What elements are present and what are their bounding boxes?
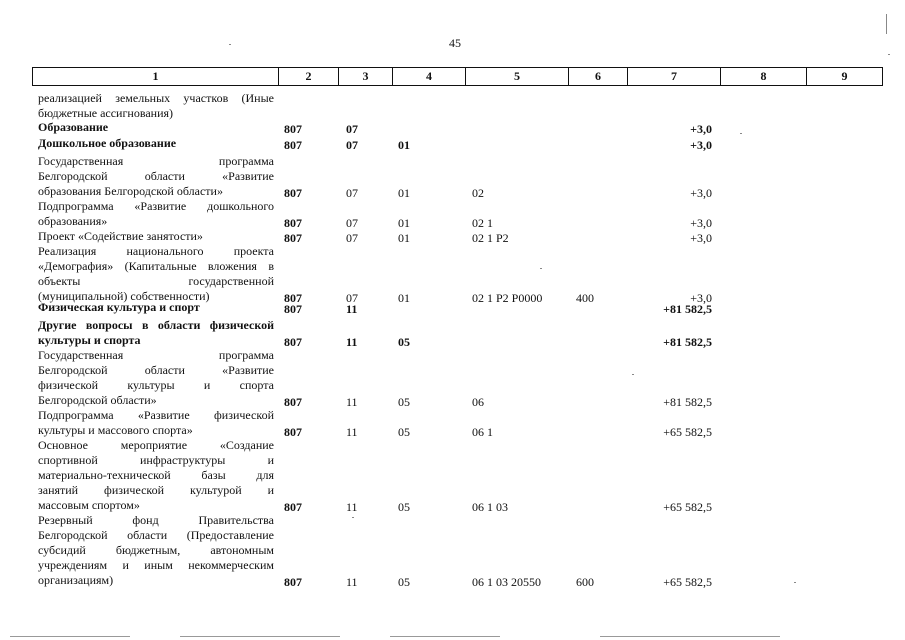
description-line: объекты государственной — [38, 274, 274, 288]
cell-c4: 05 — [398, 425, 410, 439]
column-header: 1 — [33, 68, 279, 85]
row-description — [38, 408, 274, 438]
scan-edge-line — [180, 636, 340, 637]
cell-c3: 11 — [346, 335, 358, 349]
cell-c3: 07 — [346, 138, 358, 152]
cell-c5: 06 1 — [472, 425, 493, 439]
cell-c7: +65 582,5 — [663, 425, 712, 439]
cell-c3: 07 — [346, 216, 358, 230]
cell-c2: 807 — [284, 302, 302, 316]
description-line: культуры и массового спорта» — [38, 423, 193, 437]
cell-c7: +3,0 — [690, 122, 712, 136]
cell-c2: 807 — [284, 216, 302, 230]
cell-c4: 05 — [398, 575, 410, 589]
row-description — [38, 120, 274, 135]
cell-c7: +65 582,5 — [663, 575, 712, 589]
description-line: физической культуры и спорта — [38, 378, 274, 392]
cell-c2: 807 — [284, 575, 302, 589]
description-line: Физическая культура и спорт — [38, 300, 200, 314]
row-description — [38, 154, 274, 199]
description-line: Резервный фонд Правительства — [38, 513, 274, 527]
cell-c3: 11 — [346, 395, 358, 409]
cell-c2: 807 — [284, 335, 302, 349]
cell-c3: 07 — [346, 186, 358, 200]
description-line: реализацией земельных участков (Иные — [38, 91, 274, 105]
cell-c3: 07 — [346, 122, 358, 136]
row-description — [38, 91, 274, 121]
description-line: бюджетные ассигнования) — [38, 106, 174, 120]
cell-c2: 807 — [284, 186, 302, 200]
row-description — [38, 348, 274, 408]
cell-c6: 600 — [576, 575, 594, 589]
description-line: Государственная программа — [38, 154, 274, 168]
description-line: Белгородской области «Развитие — [38, 169, 274, 183]
cell-c3: 11 — [346, 302, 358, 316]
description-line: массовым спортом» — [38, 498, 140, 512]
cell-c2: 807 — [284, 425, 302, 439]
cell-c5: 02 1 — [472, 216, 493, 230]
column-header: 4 — [393, 68, 466, 85]
scan-speck — [794, 582, 796, 583]
column-header: 5 — [466, 68, 569, 85]
scan-speck — [632, 374, 634, 375]
scan-speck — [352, 517, 354, 518]
column-header: 9 — [841, 69, 848, 83]
description-line: учреждениям и иным некоммерческим — [38, 558, 274, 572]
cell-c4: 05 — [398, 395, 410, 409]
column-header: 7 — [628, 68, 721, 85]
description-line: (муниципальной) собственности) — [38, 289, 210, 303]
cell-c5: 06 — [472, 395, 484, 409]
cell-c4: 01 — [398, 216, 410, 230]
row-description — [38, 438, 274, 513]
cell-c7: +3,0 — [690, 291, 712, 305]
cell-c6: 400 — [576, 291, 594, 305]
cell-c4: 05 — [398, 335, 410, 349]
cell-c5: 06 1 03 — [472, 500, 508, 514]
cell-c3: 07 — [346, 231, 358, 245]
description-line: Образование — [38, 120, 109, 134]
description-line: «Демография» (Капитальные вложения в — [38, 259, 274, 273]
description-line: занятий физической культурой и — [38, 483, 274, 497]
description-line: образования» — [38, 214, 108, 228]
cell-c2: 807 — [284, 500, 302, 514]
table-header — [32, 67, 883, 86]
scan-edge-line — [600, 636, 780, 637]
description-line: Подпрограмма «Развитие дошкольного — [38, 199, 274, 213]
description-line: субсидий бюджетным, автономным — [38, 543, 274, 557]
description-line: Государственная программа — [38, 348, 274, 362]
description-line: Дошкольное образование — [38, 136, 177, 150]
cell-c3: 11 — [346, 425, 358, 439]
cell-c5: 02 1 Р2 Р0000 — [472, 291, 543, 305]
description-line: Белгородской области» — [38, 393, 157, 407]
cell-c7: +3,0 — [690, 216, 712, 230]
cell-c2: 807 — [284, 231, 302, 245]
row-description — [38, 199, 274, 229]
row-description — [38, 318, 274, 348]
cell-c3: 11 — [346, 500, 358, 514]
description-line: материально-технической базы для — [38, 468, 274, 482]
cell-c4: 01 — [398, 291, 410, 305]
column-header: 2 — [279, 68, 339, 85]
scan-edge-line — [390, 636, 500, 637]
cell-c5: 06 1 03 20550 — [472, 575, 541, 589]
description-line: спортивной инфраструктуры и — [38, 453, 274, 467]
description-line: Белгородской области «Развитие — [38, 363, 274, 377]
column-header: 6 — [569, 68, 628, 85]
cell-c7: +81 582,5 — [663, 302, 712, 316]
row-description — [38, 229, 274, 244]
cell-c7: +3,0 — [690, 186, 712, 200]
description-line: культуры и спорта — [38, 333, 141, 347]
scan-speck — [540, 268, 542, 269]
cell-c2: 807 — [284, 395, 302, 409]
cell-c7: +3,0 — [690, 231, 712, 245]
scan-edge-line — [10, 636, 130, 637]
description-line: организациям) — [38, 573, 114, 587]
cell-c5: 02 1 Р2 — [472, 231, 509, 245]
description-line: Подпрограмма «Развитие физической — [38, 408, 274, 422]
description-line: образования Белгородской области» — [38, 184, 223, 198]
cell-c7: +65 582,5 — [663, 500, 712, 514]
description-line: Белгородской области (Предоставление — [38, 528, 274, 542]
cell-c7: +3,0 — [690, 138, 712, 152]
description-line: Проект «Содействие занятости» — [38, 229, 203, 243]
description-line: Основное мероприятие «Создание — [38, 438, 274, 452]
cell-c3: 11 — [346, 575, 358, 589]
scan-speck — [740, 133, 742, 134]
cell-c4: 01 — [398, 138, 410, 152]
row-description — [38, 136, 274, 151]
column-header: 8 — [721, 68, 807, 85]
scan-speck — [229, 44, 231, 45]
cell-c4: 01 — [398, 186, 410, 200]
cell-c3: 07 — [346, 291, 358, 305]
cell-c4: 05 — [398, 500, 410, 514]
scan-speck — [888, 54, 890, 55]
cell-c7: +81 582,5 — [663, 335, 712, 349]
row-description — [38, 300, 274, 315]
row-description — [38, 244, 274, 304]
scan-speck — [886, 14, 887, 34]
cell-c7: +81 582,5 — [663, 395, 712, 409]
cell-c4: 01 — [398, 231, 410, 245]
cell-c5: 02 — [472, 186, 484, 200]
description-line: Реализация национального проекта — [38, 244, 274, 258]
cell-c2: 807 — [284, 291, 302, 305]
description-line: Другие вопросы в области физической — [38, 318, 274, 332]
column-header: 3 — [339, 68, 393, 85]
row-description — [38, 513, 274, 588]
cell-c2: 807 — [284, 138, 302, 152]
page-number: 45 — [449, 36, 461, 50]
cell-c2: 807 — [284, 122, 302, 136]
